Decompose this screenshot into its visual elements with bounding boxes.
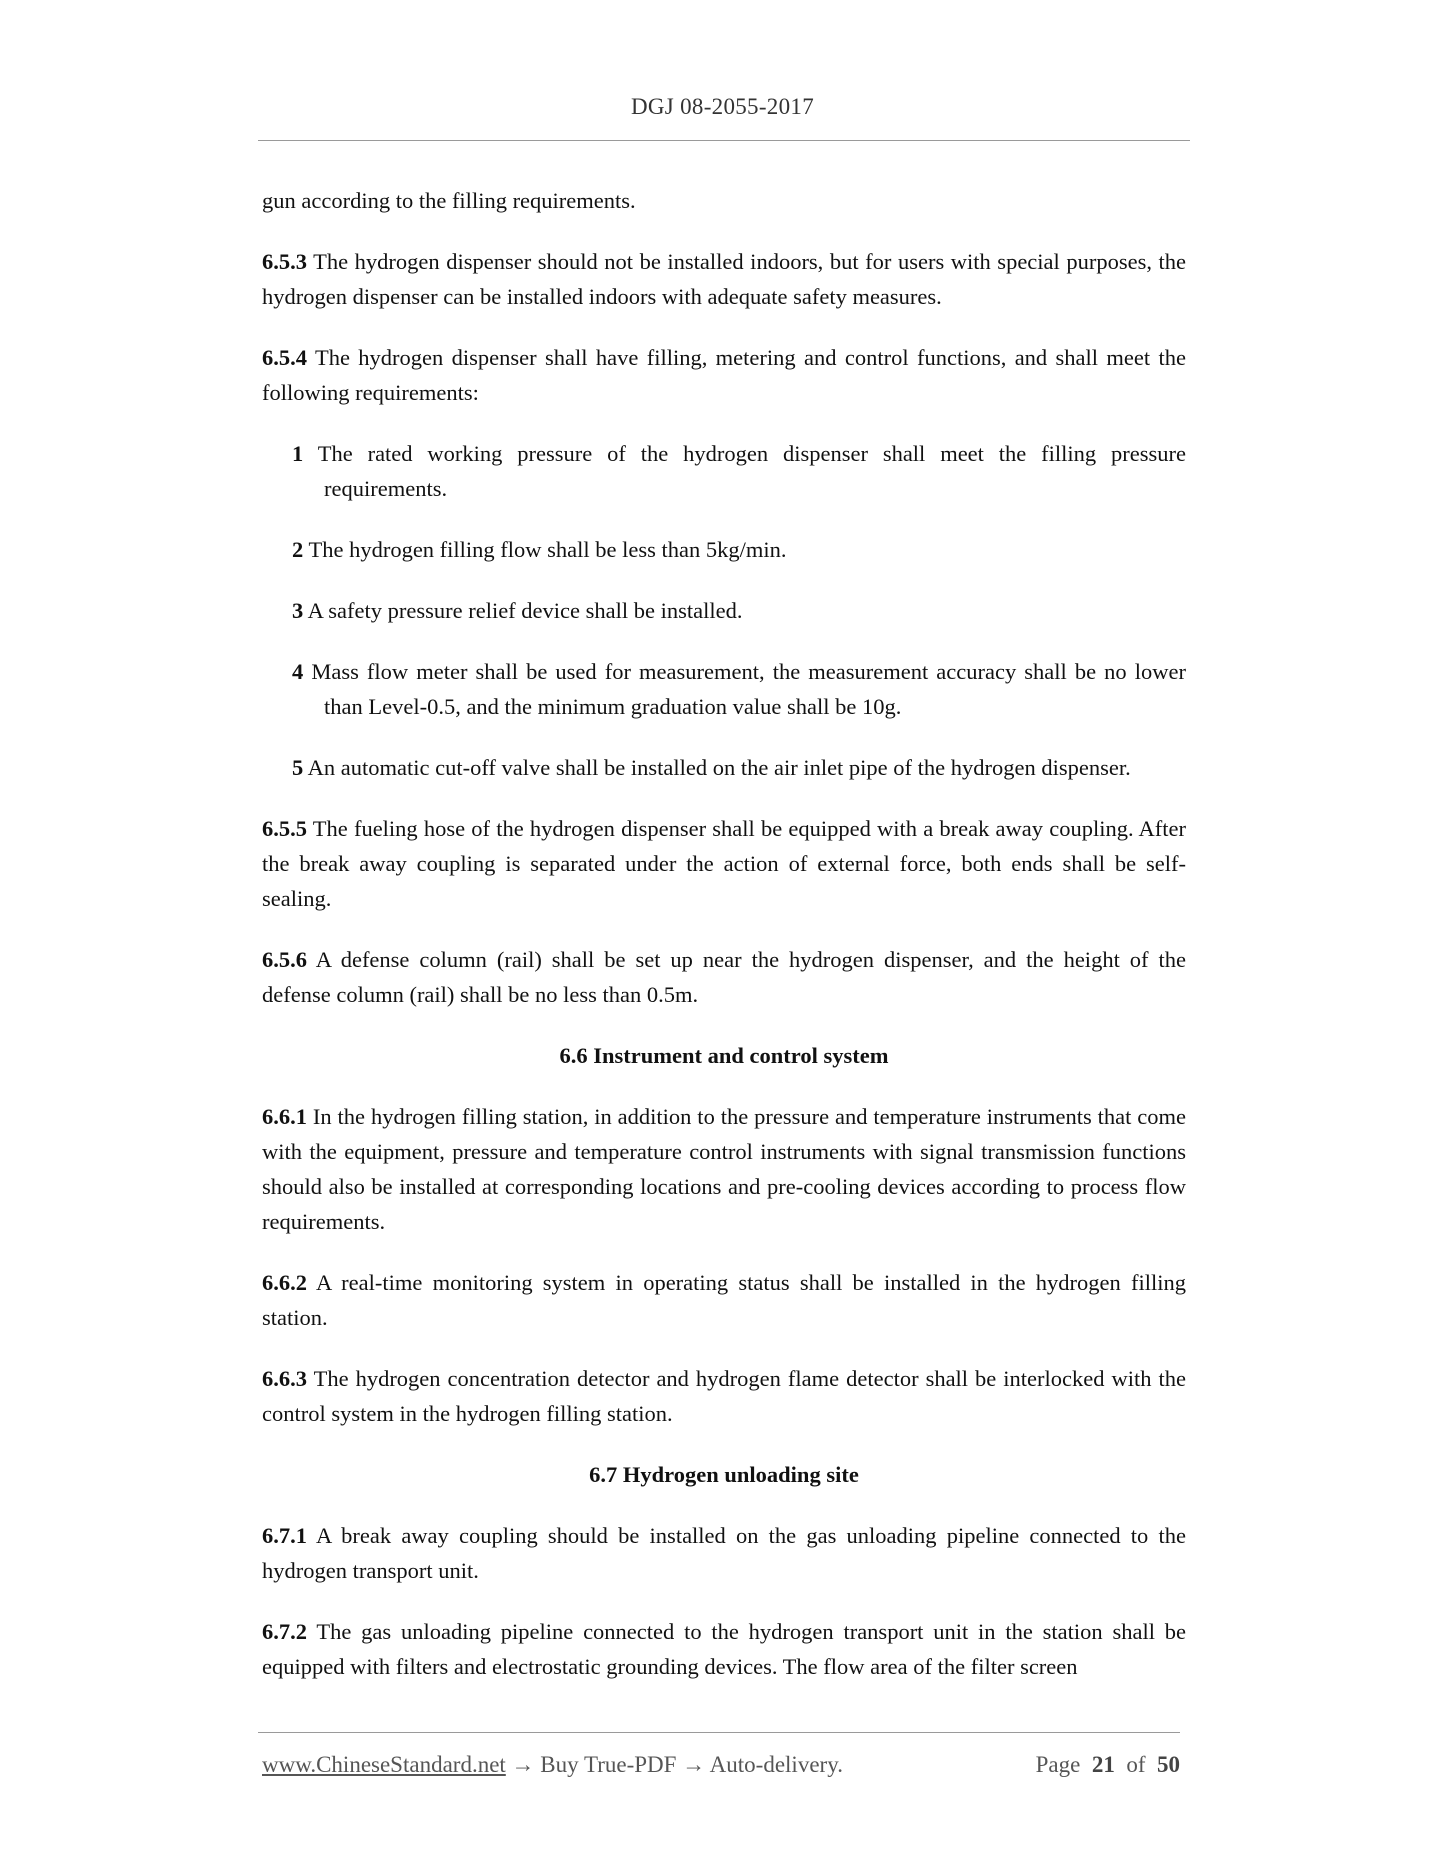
clause-6-6-1: [262, 1099, 1186, 1239]
clause-6-5-3: [262, 244, 1186, 314]
clause-text: A defense column (rail) shall be set up near the hydrogen dispenser, and the height of the defense column (rail) shall be no less than 0.5m.: [262, 947, 1186, 1007]
clause-number: 6.5.5: [262, 816, 307, 841]
of-label: of: [1126, 1752, 1146, 1777]
clause-text: The hydrogen dispenser should not be installed indoors, but for users with special purposes, the hydrogen dispenser can be installed indoors with adequate safety measures.: [262, 249, 1186, 309]
item-text: An automatic cut-off valve shall be installed on the air inlet pipe of the hydrogen dispenser.: [303, 755, 1131, 780]
page-header: [0, 94, 1445, 120]
clause-text: A real-time monitoring system in operating status shall be installed in the hydrogen filling station.: [262, 1270, 1186, 1330]
clause-number: 6.7.2: [262, 1619, 307, 1644]
list-item: [292, 593, 1186, 628]
item-number: 5: [292, 755, 304, 780]
auto-delivery-text: Auto-delivery.: [709, 1752, 843, 1777]
page-body: [262, 183, 1186, 1710]
arrow-icon: →: [511, 1752, 535, 1777]
buy-pdf-text: Buy True-PDF: [540, 1752, 677, 1777]
list-item: [292, 532, 1186, 567]
clause-6-7-2: [262, 1614, 1186, 1684]
clause-6-5-4: [262, 340, 1186, 410]
clause-number: 6.6.1: [262, 1104, 307, 1129]
item-text: The rated working pressure of the hydrogen dispenser shall meet the filling pressure requirements.: [303, 441, 1186, 501]
clause-number: 6.5.4: [262, 345, 307, 370]
list-item: [292, 750, 1186, 785]
item-text: The hydrogen filling flow shall be less than 5kg/min.: [303, 537, 787, 562]
page-number: [1036, 1752, 1180, 1778]
list-item: [292, 436, 1186, 506]
item-number: 3: [292, 598, 304, 623]
header-divider: [258, 140, 1190, 141]
clause-number: 6.7.1: [262, 1523, 307, 1548]
document-id: DGJ 08-2055-2017: [630, 94, 815, 119]
clause-number: 6.5.3: [262, 249, 307, 274]
clause-text: The gas unloading pipeline connected to the hydrogen transport unit in the station shall be equipped with filters and electrostatic grounding devices. The flow area of the filter screen: [262, 1619, 1186, 1679]
clause-6-5-6: [262, 942, 1186, 1012]
clause-text: A break away coupling should be installed on the gas unloading pipeline connected to the hydrogen transport unit.: [262, 1523, 1186, 1583]
clause-6-7-1: [262, 1518, 1186, 1588]
paragraph-continuation: gun according to the filling requirements.: [262, 188, 636, 213]
clause-6-5-5: [262, 811, 1186, 916]
total-pages: 50: [1157, 1752, 1180, 1777]
section-heading-6-7: 6.7 Hydrogen unloading site: [589, 1462, 859, 1487]
clause-number: 6.6.2: [262, 1270, 307, 1295]
clause-text: The fueling hose of the hydrogen dispenser shall be equipped with a break away coupling. After the break away coupling is separated under the action of external force, both ends shall be self-sealing.: [262, 816, 1186, 911]
footer-divider: [258, 1732, 1180, 1733]
clause-text: In the hydrogen filling station, in addition to the pressure and temperature instruments that come with the equipment, pressure and temperature control instruments with signal transmission functions should also be installed at corresponding locations and pre-cooling devices according to process flow requirements.: [262, 1104, 1186, 1234]
item-number: 1: [292, 441, 304, 466]
clause-6-6-3: [262, 1361, 1186, 1431]
clause-number: 6.6.3: [262, 1366, 307, 1391]
arrow-icon: →: [682, 1752, 706, 1777]
clause-text: The hydrogen dispenser shall have filling, metering and control functions, and shall meet the following requirements:: [262, 345, 1186, 405]
item-text: A safety pressure relief device shall be installed.: [303, 598, 743, 623]
item-text: Mass flow meter shall be used for measurement, the measurement accuracy shall be no lower than Level-0.5, and the minimum graduation value shall be 10g.: [303, 659, 1186, 719]
clause-text: The hydrogen concentration detector and hydrogen flame detector shall be interlocked with the control system in the hydrogen filling station.: [262, 1366, 1186, 1426]
list-item: [292, 654, 1186, 724]
page-label: Page: [1035, 1752, 1081, 1777]
website-link[interactable]: www.ChineseStandard.net: [262, 1752, 506, 1777]
footer-promo: [262, 1752, 843, 1778]
current-page: 21: [1091, 1752, 1115, 1777]
item-number: 2: [292, 537, 304, 562]
item-number: 4: [292, 659, 304, 684]
clause-6-6-2: [262, 1265, 1186, 1335]
clause-number: 6.5.6: [262, 947, 307, 972]
section-heading-6-6: 6.6 Instrument and control system: [559, 1043, 889, 1068]
